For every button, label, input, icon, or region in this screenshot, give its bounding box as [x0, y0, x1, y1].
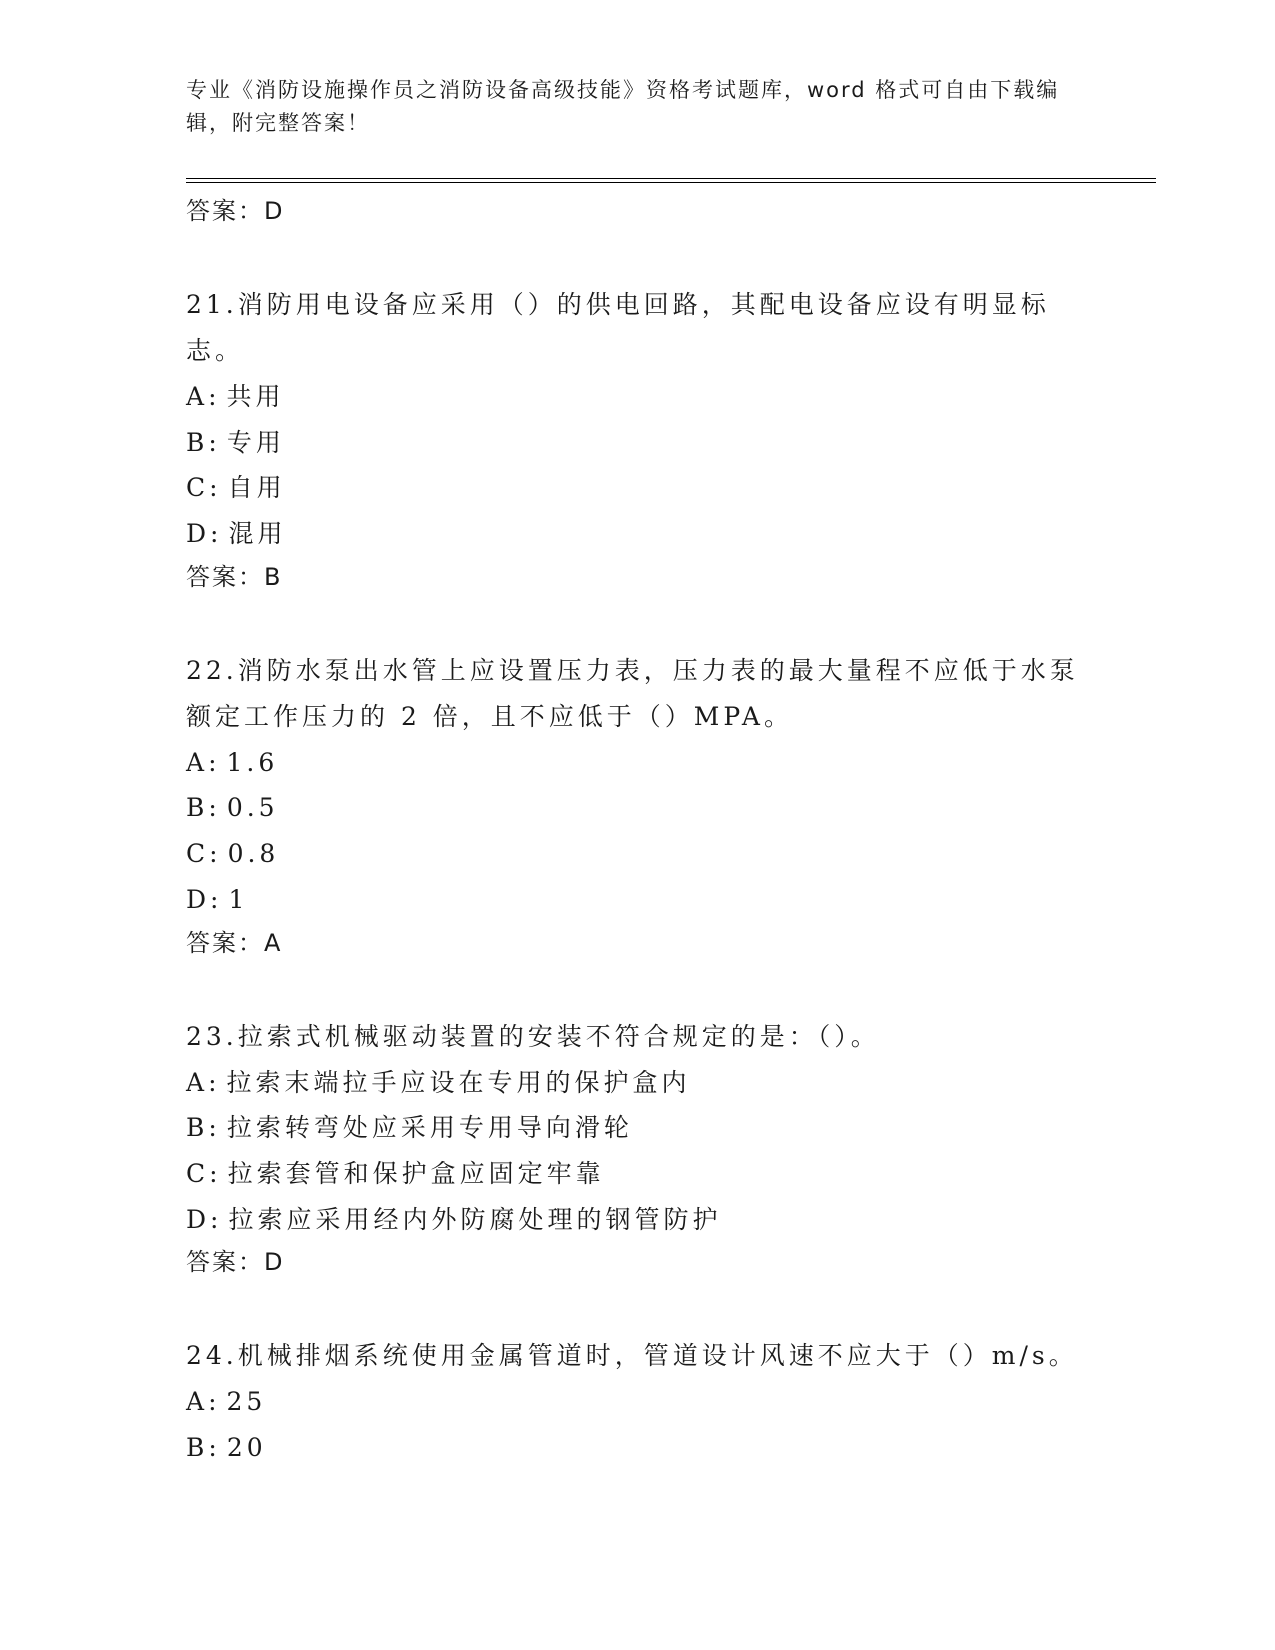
answer-line: 答案：D: [186, 1248, 285, 1277]
header-rule-top: [186, 178, 1156, 179]
option-letter: A: [186, 1067, 209, 1097]
option-text: 自用: [227, 473, 286, 503]
option-letter: D: [186, 519, 211, 549]
option-d: D: 1: [186, 884, 249, 914]
option-a: A: 25: [186, 1387, 267, 1417]
option-text: 混用: [228, 519, 287, 549]
option-letter: A: [186, 382, 209, 411]
answer-line: 答案：A: [186, 928, 283, 957]
option-b: B: 20: [186, 1432, 267, 1462]
document-header: 专业《消防设施操作员之消防设备高级技能》资格考试题库，word 格式可自由下载编辑，附完整答案！: [186, 78, 1060, 135]
option-c: C: 0.8: [186, 839, 280, 869]
option-letter: A: [186, 747, 209, 777]
option-letter: B: [186, 1432, 209, 1462]
answer-line: 答案：D: [186, 197, 285, 225]
option-text: 20: [226, 1432, 267, 1462]
option-b: B: 拉索转弯处应采用专用导向滑轮: [186, 1113, 633, 1143]
option-text: 专用: [226, 427, 285, 457]
option-text: 拉索套管和保护盒应固定牢靠: [227, 1158, 605, 1188]
option-text: 拉索应采用经内外防腐处理的钢管防护: [228, 1204, 722, 1234]
option-b: B: 0.5: [186, 793, 279, 823]
question-block: [186, 282, 1086, 597]
option-text: 共用: [226, 382, 285, 411]
option-b: B: 专用: [186, 427, 285, 457]
question-list: [186, 191, 1086, 1471]
question-stem: 24.机械排烟系统使用金属管道时，管道设计风速不应大于（）m/s。: [186, 1341, 1078, 1371]
option-letter: C: [186, 1158, 210, 1188]
option-d: D: 拉索应采用经内外防腐处理的钢管防护: [186, 1204, 722, 1234]
option-letter: D: [186, 1204, 211, 1234]
option-letter: B: [186, 793, 209, 823]
header-rule-bottom: [186, 182, 1156, 183]
option-letter: B: [186, 427, 209, 457]
option-c: C: 拉索套管和保护盒应固定牢靠: [186, 1158, 605, 1188]
answer-line: 答案：B: [186, 562, 283, 591]
option-letter: C: [186, 839, 210, 869]
option-text: 1: [228, 884, 249, 914]
option-text: 25: [226, 1387, 267, 1417]
question-block: [186, 1014, 1086, 1283]
question-stem: 21.消防用电设备应采用（）的供电回路，其配电设备应设有明显标志。: [186, 290, 1050, 365]
question-stem: 22.消防水泵出水管上应设置压力表，压力表的最大量程不应低于水泵额定工作压力的 2 倍，且不应低于（）MPA。: [186, 655, 1079, 731]
option-a: A: 共用: [186, 382, 285, 411]
option-text: 0.8: [227, 839, 280, 869]
option-text: 拉索转弯处应采用专用导向滑轮: [226, 1113, 633, 1143]
option-a: A: 1.6: [186, 747, 279, 777]
question-block: [186, 1333, 1086, 1470]
option-text: 拉索末端拉手应设在专用的保护盒内: [226, 1067, 691, 1097]
option-a: A: 拉索末端拉手应设在专用的保护盒内: [186, 1067, 691, 1097]
question-block: [186, 648, 1086, 963]
option-letter: D: [186, 884, 211, 914]
option-letter: A: [186, 1387, 209, 1417]
option-letter: C: [186, 473, 210, 503]
option-c: C: 自用: [186, 473, 286, 503]
option-text: 1.6: [226, 747, 279, 777]
question-stem: 23.拉索式机械驱动装置的安装不符合规定的是：（）。: [186, 1021, 880, 1051]
option-text: 0.5: [226, 793, 279, 823]
option-d: D: 混用: [186, 519, 287, 549]
option-letter: B: [186, 1113, 209, 1143]
